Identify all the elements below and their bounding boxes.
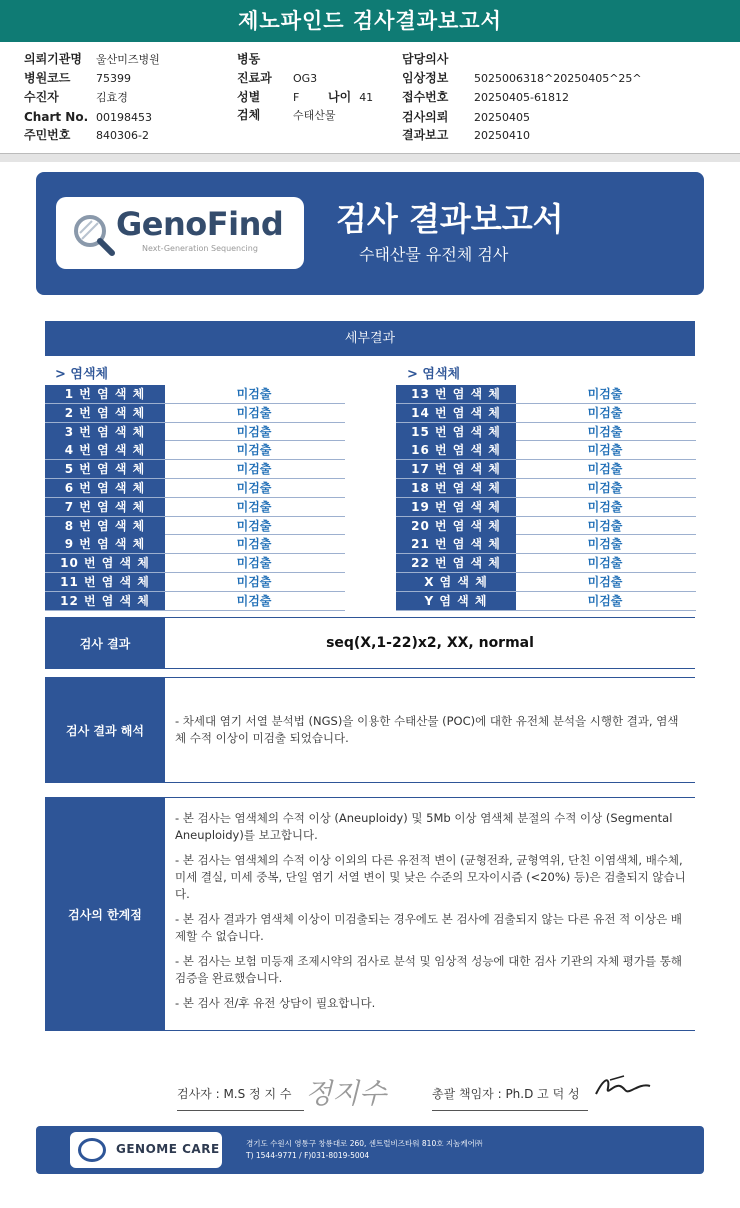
chromosome-table-right xyxy=(396,385,696,611)
table-row xyxy=(45,460,345,479)
info-field xyxy=(24,50,160,69)
table-row xyxy=(396,592,696,611)
table-row xyxy=(45,573,345,592)
chromosome-result: 미검출 xyxy=(587,499,623,514)
limitations-block xyxy=(45,797,695,1031)
footer-address: 경기도 수원시 영통구 창룡대로 260, 센트럴비즈타워 810호 지놈케어㈜ T) 1544-9771 / F)031-8019-5004 xyxy=(246,1139,483,1160)
chromosome-label: 8 번 염 색 체 xyxy=(45,517,165,535)
genomecare-logo xyxy=(70,1132,222,1168)
info-field xyxy=(24,69,131,88)
info-field xyxy=(402,108,530,127)
chromosome-label: 19 번 염 색 체 xyxy=(396,498,516,516)
divider xyxy=(0,154,740,162)
info-value: 김효경 xyxy=(96,91,128,104)
limitation-item: - 본 검사는 염색체의 수적 이상 (Aneuploidy) 및 5Mb 이상 염색체 분절의 수적 이상 (Segmental Aneuploidy)를 보고합니다. xyxy=(175,811,673,842)
logo-subtitle: Next-Generation Sequencing xyxy=(142,244,258,253)
logo-text: GenoFind xyxy=(116,205,284,243)
hero-banner xyxy=(36,172,704,295)
table-row xyxy=(45,423,345,442)
info-label: 성별 xyxy=(237,90,261,104)
chromosome-result: 미검출 xyxy=(236,443,272,458)
table-row xyxy=(45,498,345,517)
info-field xyxy=(237,106,336,125)
chromosome-result: 미검출 xyxy=(236,499,272,514)
age-field: 나이 41 xyxy=(328,90,374,104)
info-label: 병원코드 xyxy=(24,71,71,85)
table-row xyxy=(396,573,696,592)
chromosome-label: 15 번 염 색 체 xyxy=(396,423,516,441)
chromosome-label: Y 염 색 체 xyxy=(396,592,516,610)
chromosome-label: 4 번 염 색 체 xyxy=(45,441,165,459)
table-row xyxy=(45,385,345,404)
info-label: 의뢰기관명 xyxy=(24,52,82,66)
report-title: 검사 결과보고서 xyxy=(336,200,564,238)
footer-logo-text: GENOME CARE xyxy=(116,1142,220,1156)
chromosome-result: 미검출 xyxy=(236,387,272,401)
table-row xyxy=(45,554,345,573)
chromosome-label: 9 번 염 색 체 xyxy=(45,535,165,553)
examiner-signature: 정지수 xyxy=(305,1077,387,1110)
table-row xyxy=(396,385,696,404)
info-field xyxy=(24,108,152,127)
chromosome-result: 미검출 xyxy=(236,424,272,439)
info-field xyxy=(24,126,149,145)
chromosome-result: 미검출 xyxy=(587,574,623,589)
genome-care-mark-icon xyxy=(78,1138,106,1162)
info-label: Chart No. xyxy=(24,110,89,124)
info-value: 840306-2 xyxy=(96,129,149,142)
genofind-logo xyxy=(56,197,304,269)
info-value: 00198453 xyxy=(96,111,152,124)
chromosome-label: 5 번 염 색 체 xyxy=(45,460,165,478)
info-field xyxy=(402,50,474,69)
table-row xyxy=(45,479,345,498)
result-value: seq(X,1-22)x2, XX, normal xyxy=(326,635,534,651)
info-label: 진료과 xyxy=(237,71,272,85)
table-row xyxy=(396,479,696,498)
info-value: 75399 xyxy=(96,72,131,85)
chromosome-result: 미검출 xyxy=(236,574,272,589)
chromosome-result: 미검출 xyxy=(236,462,272,477)
chromosome-result: 미검출 xyxy=(236,556,272,571)
patient-info-panel xyxy=(0,42,740,154)
info-value: 20250405 xyxy=(474,111,530,124)
chromosome-label: 6 번 염 색 체 xyxy=(45,479,165,497)
report-header-title: 제노파인드 검사결과보고서 xyxy=(0,0,740,42)
director-signature xyxy=(590,1072,654,1102)
chromosome-label: 14 번 염 색 체 xyxy=(396,404,516,422)
info-field xyxy=(237,88,299,107)
table-row xyxy=(45,441,345,460)
info-field xyxy=(24,88,128,107)
result-label: 검사 결과 xyxy=(45,618,165,668)
chromosome-result: 미검출 xyxy=(587,405,623,420)
result-block xyxy=(45,617,695,669)
footer xyxy=(36,1126,704,1174)
chromosome-result: 미검출 xyxy=(236,405,272,420)
table-row xyxy=(396,517,696,536)
chromosome-label: 11 번 염 색 체 xyxy=(45,573,165,591)
chromosome-result: 미검출 xyxy=(587,480,623,495)
report-subtitle: 수태산물 유전체 검사 xyxy=(359,245,509,264)
limitation-item: - 본 검사는 보험 미등재 조제시약의 검사로 분석 및 임상적 성능에 대한 검사 기관의 자체 평가를 통해 검증을 완료했습니다. xyxy=(175,954,682,985)
info-field xyxy=(237,50,293,69)
chromosome-label: 17 번 염 색 체 xyxy=(396,460,516,478)
chromosome-result: 미검출 xyxy=(236,480,272,495)
limitation-item: - 본 검사는 염색체의 수적 이상 이외의 다른 유전적 변이 (균형전좌, 균형역위, 단친 이염색체, 배수체, 미세 결실, 미세 중복, 단일 염기 서열 변이 및 낮은 수준의 모자이시즘 (<20%) 등)은 검출되지 않습니다. xyxy=(175,853,686,901)
info-label: 접수번호 xyxy=(402,90,449,104)
chromosome-result: 미검출 xyxy=(587,387,623,401)
limitations-list xyxy=(175,810,689,1020)
chromosome-result: 미검출 xyxy=(587,424,623,439)
chromosome-result: 미검출 xyxy=(587,443,623,458)
table-row xyxy=(396,498,696,517)
table-row xyxy=(45,592,345,611)
chromosome-result: 미검출 xyxy=(587,537,623,552)
chevron-right-icon: > xyxy=(55,367,71,382)
detail-results-header: 세부결과 xyxy=(45,321,695,356)
table-row xyxy=(396,535,696,554)
limitation-item: - 본 검사 결과가 염색체 이상이 미검출되는 경우에도 본 검사에 검출되지 않는 다른 유전 적 이상은 배제할 수 없습니다. xyxy=(175,912,682,943)
info-label: 결과보고 xyxy=(402,128,449,142)
chromosome-result: 미검출 xyxy=(236,593,272,608)
table-row xyxy=(45,535,345,554)
table-row xyxy=(396,423,696,442)
chevron-right-icon: > xyxy=(407,367,423,382)
info-label: 담당의사 xyxy=(402,52,449,66)
signature-line xyxy=(432,1110,588,1111)
info-field xyxy=(402,69,642,88)
chromosome-table-left xyxy=(45,385,345,611)
table-row xyxy=(396,441,696,460)
info-label: 병동 xyxy=(237,52,261,66)
table-row xyxy=(45,404,345,423)
info-field xyxy=(402,126,530,145)
info-value: 20250410 xyxy=(474,129,530,142)
chromosome-label: 2 번 염 색 체 xyxy=(45,404,165,422)
chromosome-result: 미검출 xyxy=(236,537,272,552)
director-label: 총괄 책임자 : Ph.D 고 덕 성 xyxy=(432,1087,580,1101)
info-label: 검체 xyxy=(237,108,261,122)
info-value: 5025006318^20250405^25^ xyxy=(474,72,642,85)
chromosome-label: 12 번 염 색 체 xyxy=(45,592,165,610)
interpretation-block xyxy=(45,677,695,783)
interpretation-label: 검사 결과 해석 xyxy=(45,678,165,782)
chromosome-result: 미검출 xyxy=(236,518,272,533)
limitation-item: - 본 검사 전/후 유전 상담이 필요합니다. xyxy=(175,996,376,1010)
magnifier-icon xyxy=(70,211,116,257)
signature-line xyxy=(177,1110,304,1111)
interpretation-text: - 차세대 염기 서열 분석법 (NGS)을 이용한 수태산물 (POC)에 대한 유전체 분석을 시행한 결과, 염색체 수적 이상이 미검출 되었습니다. xyxy=(175,714,679,745)
info-value: OG3 xyxy=(293,72,318,85)
info-label: 검사의뢰 xyxy=(402,110,449,124)
limitations-label: 검사의 한계점 xyxy=(45,798,165,1030)
examiner-label: 검사자 : M.S 정 지 수 xyxy=(177,1087,292,1101)
table-row xyxy=(396,404,696,423)
chromosome-result: 미검출 xyxy=(587,462,623,477)
chromosome-label: 20 번 염 색 체 xyxy=(396,517,516,535)
table-row xyxy=(396,460,696,479)
chromosome-result: 미검출 xyxy=(587,556,623,571)
chromosome-label: 16 번 염 색 체 xyxy=(396,441,516,459)
info-value: 울산미즈병원 xyxy=(96,53,160,66)
info-field xyxy=(402,88,569,107)
group-title-left: > 염색체 xyxy=(55,367,109,382)
chromosome-label: 13 번 염 색 체 xyxy=(396,385,516,403)
chromosome-label: 22 번 염 색 체 xyxy=(396,554,516,572)
chromosome-label: 21 번 염 색 체 xyxy=(396,535,516,553)
chromosome-label: 1 번 염 색 체 xyxy=(45,385,165,403)
chromosome-label: 3 번 염 색 체 xyxy=(45,423,165,441)
chromosome-label: X 염 색 체 xyxy=(396,573,516,591)
info-value: F xyxy=(293,91,300,104)
table-row xyxy=(396,554,696,573)
info-value: 20250405-61812 xyxy=(474,91,569,104)
info-field xyxy=(237,69,317,88)
info-label: 주민번호 xyxy=(24,128,71,142)
group-title-right: > 염색체 xyxy=(407,367,461,382)
chromosome-result: 미검출 xyxy=(587,518,623,533)
chromosome-result: 미검출 xyxy=(587,593,623,608)
info-value: 수태산물 xyxy=(293,109,336,122)
table-row xyxy=(45,517,345,536)
info-label: 수진자 xyxy=(24,90,59,104)
chromosome-label: 7 번 염 색 체 xyxy=(45,498,165,516)
info-label: 임상정보 xyxy=(402,71,449,85)
chromosome-label: 10 번 염 색 체 xyxy=(45,554,165,572)
chromosome-label: 18 번 염 색 체 xyxy=(396,479,516,497)
